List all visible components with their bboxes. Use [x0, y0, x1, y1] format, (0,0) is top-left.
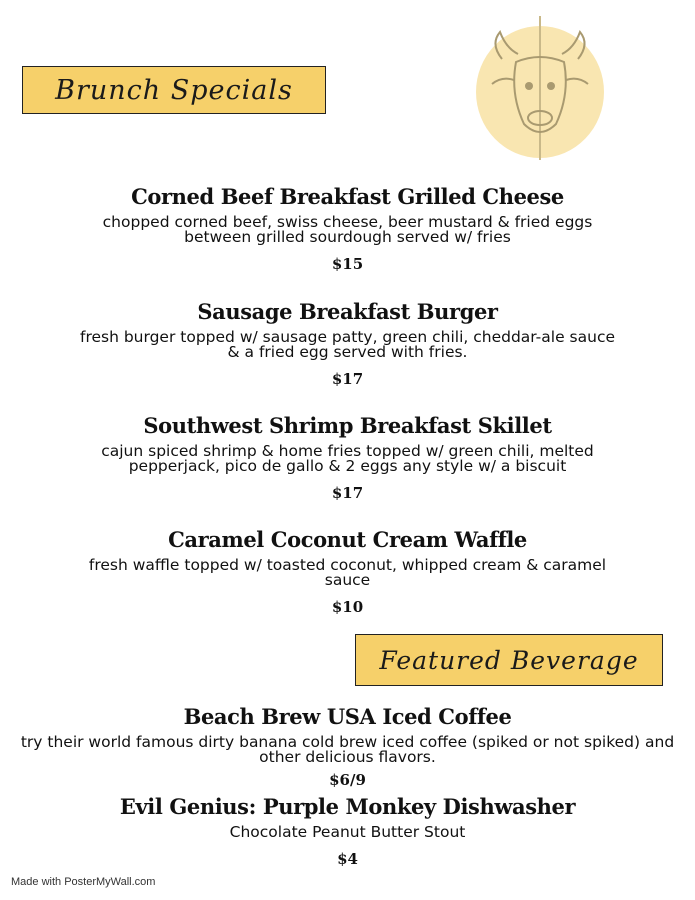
menu-item	[0, 527, 695, 616]
beverage-item	[0, 794, 695, 868]
item-description-line: Chocolate Peanut Butter Stout	[229, 823, 466, 841]
item-title: Corned Beef Breakfast Grilled Cheese	[131, 184, 564, 209]
item-title: Beach Brew USA Iced Coffee	[183, 704, 512, 729]
item-description-line: cajun spiced shrimp & home fries topped w/ green chili, melted	[101, 442, 594, 460]
item-description-line: other delicious flavors.	[259, 748, 436, 766]
item-description-line: chopped corned beef, swiss cheese, beer mustard & fried eggs	[102, 213, 593, 231]
item-description-line: sauce	[324, 571, 371, 589]
item-title: Southwest Shrimp Breakfast Skillet	[143, 413, 552, 438]
item-description	[0, 735, 695, 765]
item-description-line: pepperjack, pico de gallo & 2 eggs any style w/ a biscuit	[128, 457, 567, 475]
item-description-line: fresh burger topped w/ sausage patty, green chili, cheddar-ale sauce	[79, 328, 615, 346]
menu-item	[0, 413, 695, 502]
item-description-line: fresh waffle topped w/ toasted coconut, whipped cream & caramel	[88, 556, 607, 574]
featured-beverage-banner: Featured Beverage	[355, 634, 663, 686]
item-title: Caramel Coconut Cream Waffle	[168, 527, 527, 552]
item-description-line: try their world famous dirty banana cold brew iced coffee (spiked or not spiked) and	[20, 733, 675, 751]
item-price: $17	[331, 370, 364, 388]
bull-head-icon	[472, 14, 608, 162]
item-description	[0, 444, 695, 474]
item-description	[0, 215, 695, 245]
menu-item	[0, 184, 695, 273]
item-price: $4	[337, 850, 358, 868]
item-price: $6/9	[329, 771, 366, 789]
item-title: Sausage Breakfast Burger	[197, 299, 498, 324]
item-description-line: between grilled sourdough served w/ fries	[184, 228, 511, 246]
item-description	[0, 558, 695, 588]
brunch-specials-banner: Brunch Specials	[22, 66, 326, 114]
menu-item	[0, 299, 695, 388]
item-price: $10	[331, 598, 364, 616]
item-description-line: & a fried egg served with fries.	[227, 343, 468, 361]
item-description	[0, 825, 695, 840]
footer-credit: Made with PosterMyWall.com	[11, 876, 156, 888]
item-price: $15	[331, 255, 364, 273]
item-title: Evil Genius: Purple Monkey Dishwasher	[119, 794, 576, 819]
beverage-item	[0, 704, 695, 789]
item-price: $17	[331, 484, 364, 502]
item-description	[0, 330, 695, 360]
